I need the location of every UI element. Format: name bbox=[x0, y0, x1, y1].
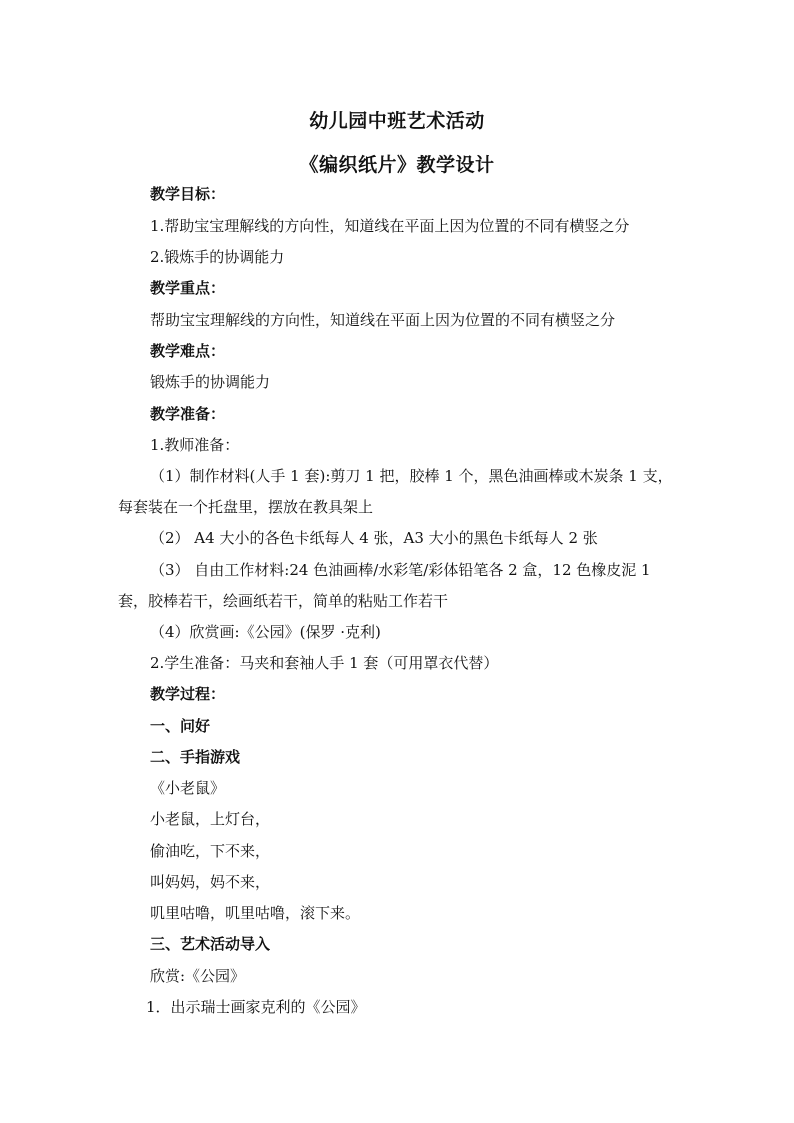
document-title: 幼儿园中班艺术活动 bbox=[309, 110, 485, 132]
process-heading: 教学过程： bbox=[150, 685, 226, 703]
appreciate-1: 1．出示瑞士画家克利的《公园》 bbox=[146, 998, 366, 1016]
step-1: 一、问好 bbox=[150, 717, 211, 735]
prep-heading: 教学准备： bbox=[150, 405, 226, 423]
goal-2: 2.锻炼手的协调能力 bbox=[150, 248, 285, 266]
prep-item-1-line2: 每套装在一个托盘里，摆放在教具架上 bbox=[118, 498, 374, 516]
difficulty-heading: 教学难点： bbox=[150, 342, 226, 360]
goal-1: 1.帮助宝宝理解线的方向性，知道线在平面上因为位置的不同有横竖之分 bbox=[150, 217, 630, 235]
rhyme-line-4: 叽里咕噜，叽里咕噜，滚下来。 bbox=[150, 904, 361, 922]
prep-teacher: 1.教师准备： bbox=[150, 436, 240, 454]
prep-student: 2.学生准备：马夹和套袖人手 1 套（可用罩衣代替） bbox=[150, 654, 499, 672]
difficulty-text: 锻炼手的协调能力 bbox=[150, 373, 271, 391]
prep-item-3-line1: （3） 自由工作材料:24 色油画棒/水彩笔/彩体铅笔各 2 盒，12 色橡皮泥 1 bbox=[150, 561, 651, 579]
prep-item-3-line2: 套，胶棒若干，绘画纸若干，简单的粘贴工作若干 bbox=[118, 592, 449, 610]
document-subtitle: 《编织纸片》教学设计 bbox=[299, 154, 495, 176]
rhyme-line-1: 小老鼠，上灯台， bbox=[150, 810, 271, 828]
rhyme-line-2: 偷油吃，下不来， bbox=[150, 842, 271, 860]
prep-item-4: （4）欣赏画:《公园》(保罗 ·克利) bbox=[150, 623, 381, 641]
prep-item-2: （2） A4 大小的各色卡纸每人 4 张，A3 大小的黑色卡纸每人 2 张 bbox=[150, 529, 598, 547]
step-3: 三、艺术活动导入 bbox=[150, 935, 271, 953]
appreciate: 欣赏:《公园》 bbox=[150, 967, 246, 985]
step-2: 二、手指游戏 bbox=[150, 748, 241, 766]
key-text: 帮助宝宝理解线的方向性，知道线在平面上因为位置的不同有横竖之分 bbox=[150, 311, 616, 329]
rhyme-title: 《小老鼠》 bbox=[150, 779, 226, 797]
prep-item-1-line1: （1）制作材料(人手 1 套):剪刀 1 把，胶棒 1 个，黑色油画棒或木炭条 1 支， bbox=[150, 467, 673, 485]
rhyme-line-3: 叫妈妈，妈不来， bbox=[150, 873, 271, 891]
goals-heading: 教学目标： bbox=[150, 185, 226, 203]
key-heading: 教学重点： bbox=[150, 279, 226, 297]
